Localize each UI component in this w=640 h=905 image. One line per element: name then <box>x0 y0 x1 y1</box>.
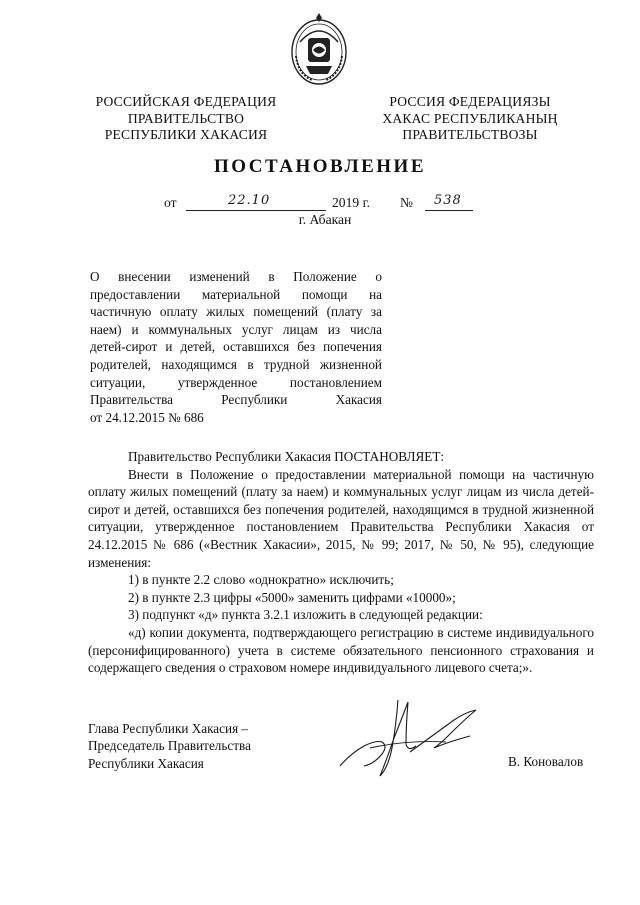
header-right <box>372 94 568 144</box>
coat-of-arms-icon <box>288 12 350 88</box>
date-line <box>140 195 500 213</box>
year-label: 2019 г. <box>332 195 371 210</box>
body-paragraph: 3) подпункт «д» пункта 3.2.1 изложить в следующей редакции: <box>128 607 483 623</box>
subject-line: частичную оплату жилых помещений (плату за <box>90 304 382 320</box>
subject-line: от 24.12.2015 № 686 <box>90 409 204 425</box>
subject-line: детей-сирот и детей, оставшихся без попечения <box>90 339 382 355</box>
signatory-title <box>88 720 251 772</box>
body-paragraph: Правительство Республики Хакасия ПОСТАНОВЛЯЕТ: <box>128 449 445 464</box>
subject-line: ситуации, утвержденное постановлением <box>90 374 382 390</box>
header-left-line: ПРАВИТЕЛЬСТВО <box>127 110 245 126</box>
subject-line: Правительства Республики Хакасия <box>90 392 382 408</box>
document-title: ПОСТАНОВЛЕНИЕ <box>213 156 427 177</box>
body-paragraph: 2) в пункте 2.3 цифры «5000» заменить цифрами «10000»; <box>128 589 456 605</box>
handwritten-date: 22.10 <box>228 193 271 208</box>
subject-block <box>90 268 382 426</box>
number-label: № <box>400 195 413 210</box>
signatory-title-line: Республики Хакасия <box>88 755 204 771</box>
header-right-line: РОССИЯ ФЕДЕРАЦИЯЗЫ <box>389 94 551 109</box>
resolution-body <box>88 448 594 677</box>
signatory-title-line: Председатель Правительства <box>88 738 251 754</box>
body-paragraph: Внести в Положение о предоставлении материальной помощи на частичную оплату жилых помещений (плату за наем) и коммунальных услуг лицам из числа детей-сирот и детей, оставшихся без попечения родителей, находящимся в трудной жизненной ситуации, утвержденное постановлением Правительства Республики Хакасия от 24.12.2015 № 686 («Вестник Хакасии», 2015, № 99; 2017, № 50, № 95), следующие изменения: <box>88 466 594 570</box>
header-left-line: РОССИЙСКАЯ ФЕДЕРАЦИЯ <box>95 94 277 109</box>
header-left-line: РЕСПУБЛИКИ ХАКАСИЯ <box>104 127 268 142</box>
header-left <box>88 94 284 144</box>
city: г. Абакан <box>298 212 352 227</box>
header-right-line: ПРАВИТЕЛЬСТВОЗЫ <box>402 127 538 142</box>
header-right-line: ХАКАС РЕСПУБЛИКАНЫҢ <box>382 110 558 126</box>
signatory-name: В. Коновалов <box>508 754 584 769</box>
body-paragraph: «д) копии документа, подтверждающего регистрацию в системе индивидуального (персонифицированного) учета в системе обязательного пенсионного страхования и содержащего сведения о страховом номере индивидуального лицевого счета;». <box>88 624 594 676</box>
date-from-label: от <box>164 195 177 210</box>
subject-line: предоставлении материальной помощи на <box>90 286 382 302</box>
body-paragraph: 1) в пункте 2.2 слово «однократно» исключить; <box>128 572 394 588</box>
handwritten-number: 538 <box>434 193 462 208</box>
subject-line: О внесении изменений в Положение о <box>90 269 382 284</box>
subject-line: родителей, находящимся в трудной жизненной <box>90 356 382 372</box>
signatory-title-line: Глава Республики Хакасия – <box>88 721 249 736</box>
handwritten-signature <box>336 696 486 780</box>
subject-line: наем) и коммунальных услуг лицам из числа <box>90 321 382 337</box>
